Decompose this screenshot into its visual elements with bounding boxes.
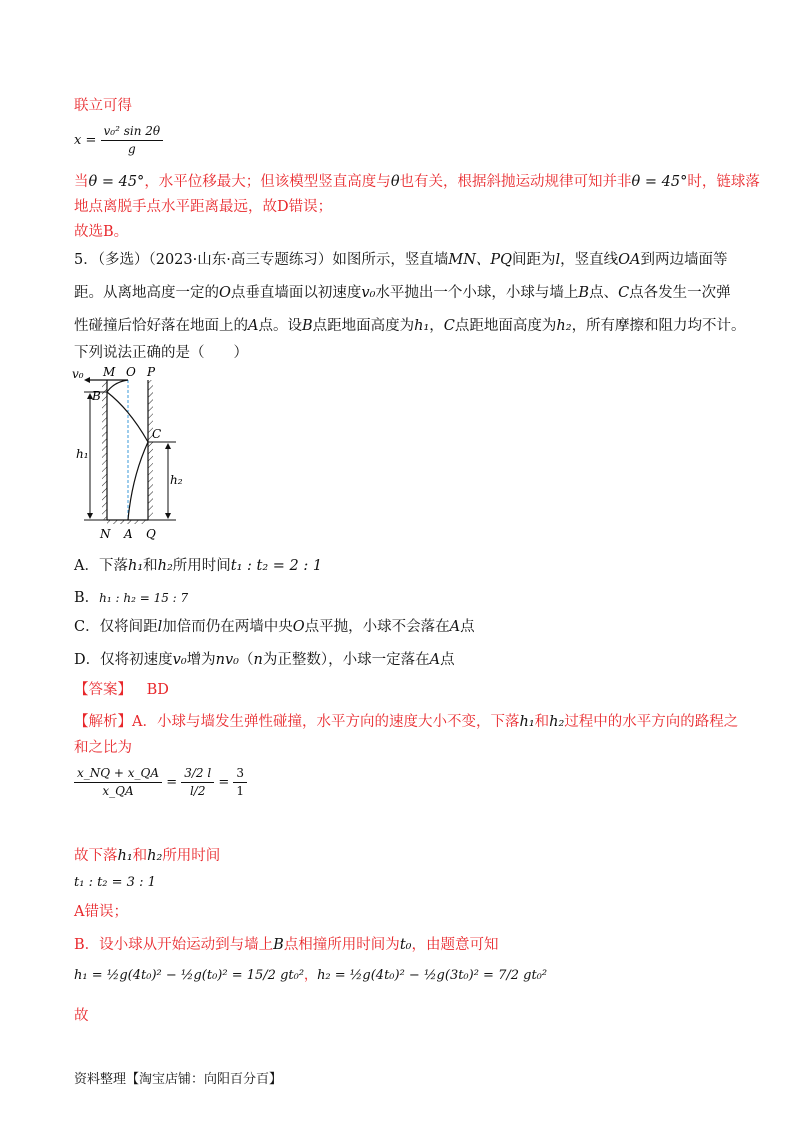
math-t0: t₀ bbox=[399, 937, 412, 953]
text-segment: ，由题意可知 bbox=[411, 937, 499, 953]
text-segment: 也有关，根据斜抛运动规律可知并非 bbox=[399, 174, 632, 190]
v0-arrowhead bbox=[84, 377, 90, 383]
math-b: B bbox=[578, 285, 590, 301]
math-a: A bbox=[429, 652, 441, 668]
text-segment: B．设小球从开始运动到与墙上 bbox=[74, 937, 274, 953]
formula-x-numerator: v₀² sin 2θ bbox=[101, 124, 164, 141]
label-m: M bbox=[103, 365, 116, 379]
math-nv0: nv₀ bbox=[215, 652, 239, 668]
option-c bbox=[74, 617, 475, 637]
label-h2: h₂ bbox=[170, 473, 183, 487]
label-c: C bbox=[152, 427, 162, 441]
text-segment: 点 bbox=[440, 652, 455, 668]
text-segment: 为正整数），小球一定落在 bbox=[262, 652, 430, 668]
physics-figure bbox=[70, 362, 190, 542]
text-segment: 到两边墙面等 bbox=[640, 252, 728, 268]
math-o: O bbox=[219, 285, 231, 301]
math-h2: h₂ bbox=[556, 318, 572, 334]
a-wrong: A错误； bbox=[74, 904, 128, 920]
footer-note: 资料整理【淘宝店铺：向阳百分百】 bbox=[74, 1072, 283, 1087]
text-segment: 点 bbox=[460, 619, 475, 635]
h2-arrow-up bbox=[165, 443, 171, 449]
math-a: A bbox=[248, 318, 259, 334]
equals-sign: = bbox=[166, 775, 178, 790]
math-h2: h₂ bbox=[549, 714, 565, 730]
text-segment: 性碰撞后恰好落在地面上的 bbox=[74, 318, 248, 334]
math-oa: OA bbox=[618, 252, 641, 268]
text-segment: 所用时间 bbox=[172, 558, 231, 574]
formula-x-lhs: x = bbox=[74, 133, 97, 148]
text-segment: 当 bbox=[74, 174, 89, 190]
text-segment: 点。设 bbox=[258, 318, 302, 334]
text-segment: ， bbox=[429, 318, 444, 334]
text-segment: 时，链球落 bbox=[687, 174, 760, 190]
option-a bbox=[74, 556, 322, 576]
math-theta: θ bbox=[390, 174, 400, 190]
math-theta-45: θ = 45° bbox=[88, 174, 145, 190]
choose-b: 故选B。 bbox=[74, 224, 129, 240]
h-equations bbox=[74, 966, 547, 986]
math-b: B bbox=[301, 318, 313, 334]
text-segment: 点平抛，小球不会落在 bbox=[304, 619, 450, 635]
text-segment: 和 bbox=[132, 848, 148, 864]
text-segment: ，所有摩擦和阻力均不计。 bbox=[571, 318, 746, 334]
math-l: l bbox=[555, 252, 561, 268]
ratio-t: t₁ : t₂ = 3 : 1 bbox=[74, 875, 156, 890]
text-segment: 距。从离地高度一定的 bbox=[74, 285, 219, 301]
text-gu: 故 bbox=[74, 1008, 89, 1024]
equation-h2: h₂ = ½g(4t₀)² − ½g(3t₀)² = 7/2 gt₀² bbox=[317, 968, 548, 983]
ratio-frac-3 bbox=[233, 766, 247, 799]
question-line-3 bbox=[74, 316, 746, 336]
math-c: C bbox=[443, 318, 455, 334]
text-segment: 故下落 bbox=[74, 848, 118, 864]
text-segment: ，竖直线 bbox=[560, 252, 619, 268]
math-ratio: t₁ : t₂ = 2 : 1 bbox=[230, 558, 323, 574]
math-h1: h₁ bbox=[414, 318, 430, 334]
wall-pq bbox=[148, 380, 153, 520]
text-segment: A．下落 bbox=[74, 558, 128, 574]
text-segment: 点各发生一次弹 bbox=[629, 285, 731, 301]
option-d bbox=[74, 650, 455, 670]
equals-sign: = bbox=[218, 775, 230, 790]
theta-line-1 bbox=[74, 172, 760, 192]
answer-tag: 【答案】 bbox=[74, 682, 132, 698]
label-o: O bbox=[126, 365, 136, 379]
math-h1: h₁ bbox=[117, 848, 133, 864]
analysis-line-1 bbox=[74, 712, 738, 732]
label-p: P bbox=[147, 365, 156, 379]
text-lianli: 联立可得 bbox=[74, 98, 132, 114]
label-n: N bbox=[100, 527, 111, 541]
analysis-line-2: 和之比为 bbox=[74, 740, 132, 756]
label-h1: h₁ bbox=[76, 447, 89, 461]
question-line-2 bbox=[74, 283, 731, 303]
text-segment: 和 bbox=[143, 558, 158, 574]
ratio-mid-denominator: l/2 bbox=[189, 784, 206, 798]
math-l: l bbox=[157, 619, 163, 635]
text-segment: 水平抛出一个小球，小球与墙上 bbox=[375, 285, 579, 301]
label-v0: v₀ bbox=[72, 367, 84, 381]
text-segment: 和 bbox=[534, 714, 550, 730]
math-o: O bbox=[292, 619, 305, 635]
math-c: C bbox=[618, 285, 630, 301]
option-b bbox=[74, 588, 188, 608]
math-walls: MN、PQ bbox=[448, 252, 513, 268]
question-line-1 bbox=[74, 250, 728, 270]
math-h2: h₂ bbox=[157, 558, 173, 574]
wall-mn bbox=[102, 380, 107, 520]
h1-arrow-down bbox=[87, 513, 93, 519]
ratio-res-denominator: 1 bbox=[236, 784, 245, 798]
math-h2: h₂ bbox=[147, 848, 163, 864]
text-segment: 5．（多选）（2023·山东·高三专题练习）如图所示，竖直墙 bbox=[74, 252, 449, 268]
ratio-frac-2 bbox=[181, 766, 214, 799]
math-v0: v₀ bbox=[172, 652, 187, 668]
text-segment: 过程中的水平方向的路程之 bbox=[564, 714, 739, 730]
formula-x-denominator: g bbox=[127, 142, 136, 156]
text-segment: 加倍而仍在两墙中央 bbox=[162, 619, 293, 635]
question-line-4: 下列说法正确的是（ ） bbox=[74, 345, 248, 361]
text-segment: B． bbox=[74, 590, 100, 606]
math-v0: v₀ bbox=[361, 285, 376, 301]
label-b: B bbox=[92, 389, 101, 403]
text-comma: ， bbox=[304, 968, 318, 983]
ratio-res-numerator: 3 bbox=[233, 766, 247, 783]
ratio-frac-1 bbox=[74, 766, 162, 799]
math-b: B bbox=[273, 937, 284, 953]
text-segment: C．仅将间距 bbox=[74, 619, 158, 635]
label-q: Q bbox=[146, 527, 156, 541]
text-segment: 点距地面高度为 bbox=[312, 318, 415, 334]
text-segment: 增为 bbox=[186, 652, 216, 668]
math-theta-45: θ = 45° bbox=[631, 174, 688, 190]
formula-x bbox=[74, 124, 163, 157]
equation-h1: h₁ = ½g(4t₀)² − ½g(t₀)² = 15/2 gt₀² bbox=[74, 968, 305, 983]
text-segment: 点垂直墙面以初速度 bbox=[230, 285, 362, 301]
text-segment: 点、 bbox=[589, 285, 619, 301]
math-ratio: h₁ : h₂ = 15 : 7 bbox=[99, 591, 189, 605]
ratio-formula bbox=[74, 766, 247, 799]
answer-value: BD bbox=[146, 682, 169, 698]
text-segment: A．小球与墙发生弹性碰撞，水平方向的速度大小不变，下落 bbox=[132, 714, 520, 730]
answer-line bbox=[74, 680, 169, 700]
text-segment: 间距为 bbox=[512, 252, 556, 268]
text-segment: 点距地面高度为 bbox=[454, 318, 557, 334]
analysis-line-3 bbox=[74, 846, 220, 866]
h2-arrow-down bbox=[165, 513, 171, 519]
math-h1: h₁ bbox=[519, 714, 535, 730]
analysis-b-line bbox=[74, 935, 498, 955]
ratio-mid-numerator: 3/2 l bbox=[181, 766, 214, 783]
text-segment: （ bbox=[238, 652, 254, 668]
ratio-denominator: x_QA bbox=[102, 784, 134, 798]
formula-x-fraction bbox=[101, 124, 164, 157]
ratio-numerator: x_NQ + x_QA bbox=[74, 766, 162, 783]
label-a: A bbox=[124, 527, 133, 541]
theta-line-2: 地点离脱手点水平距离最远，故D错误； bbox=[74, 199, 333, 215]
text-segment: 所用时间 bbox=[162, 848, 221, 864]
math-n: n bbox=[253, 652, 263, 668]
text-segment: D．仅将初速度 bbox=[74, 652, 173, 668]
math-h1: h₁ bbox=[127, 558, 144, 574]
analysis-tag: 【解析】 bbox=[74, 714, 132, 730]
math-a: A bbox=[449, 619, 461, 635]
text-segment: 点相撞所用时间为 bbox=[283, 937, 400, 953]
text-segment: ，水平位移最大；但该模型竖直高度与 bbox=[144, 174, 391, 190]
